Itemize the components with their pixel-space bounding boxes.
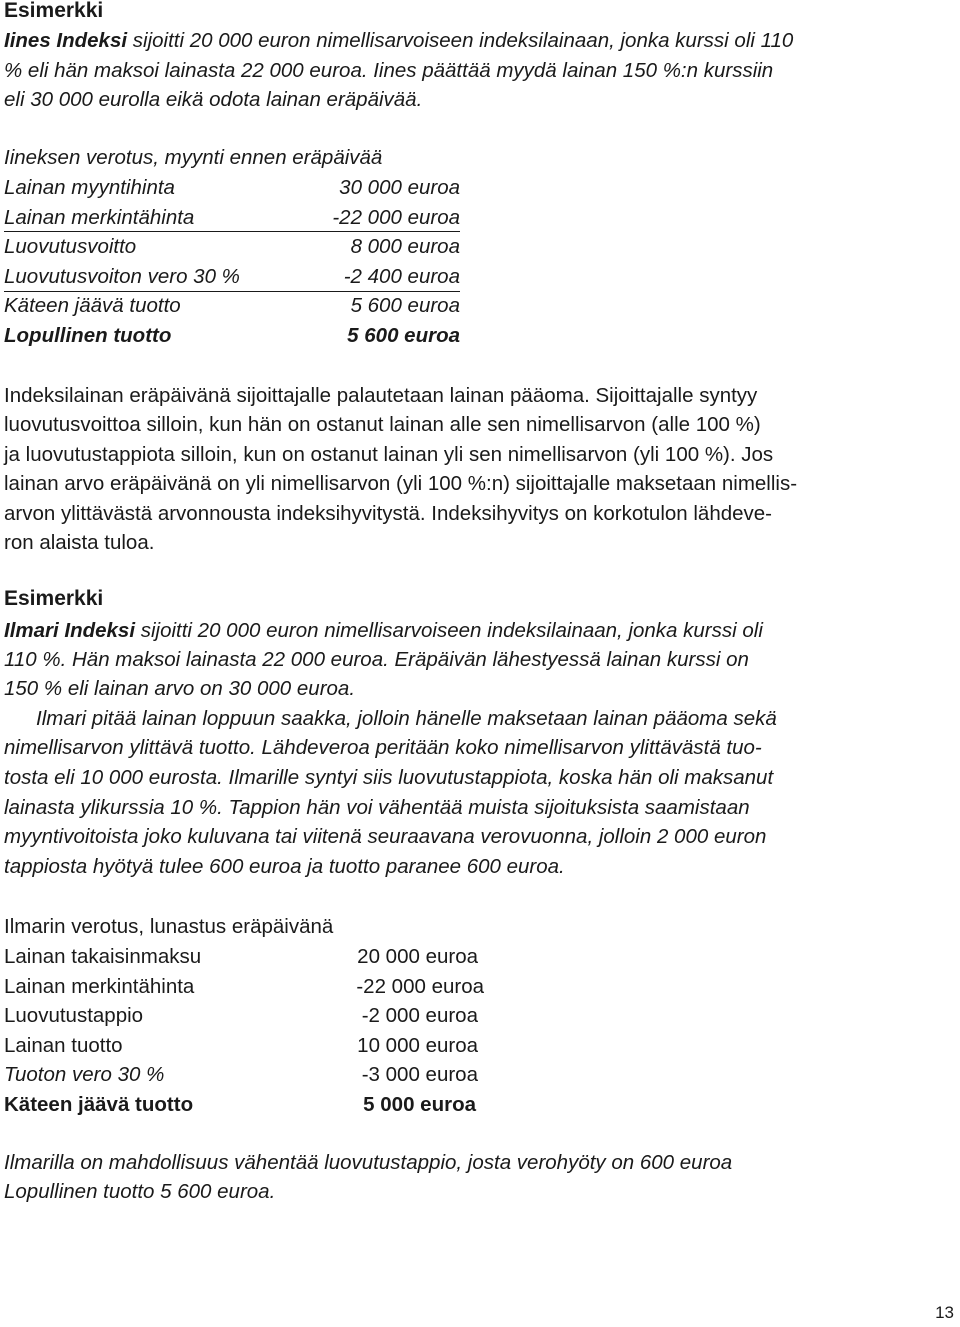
row-value: -22 000 euroa <box>332 205 460 229</box>
example2-intro-line: 150 % eli lainan arvo on 30 000 euroa. <box>4 677 356 700</box>
row-value: -22 000 euroa <box>356 974 484 998</box>
example2-person-name: Ilmari Indeksi <box>4 619 136 642</box>
row-value: -2 000 euroa <box>361 1004 478 1028</box>
table-row <box>4 1060 484 1090</box>
row-label: Lopullinen tuotto <box>4 323 172 347</box>
table-row <box>4 262 460 292</box>
body-line: ron alaista tuloa. <box>4 531 155 554</box>
page-number: 13 <box>935 1303 954 1322</box>
row-label: Luovutusvoiton vero 30 % <box>4 264 240 288</box>
example2-intro-line: tosta eli 10 000 eurosta. Ilmarille syntyi siis luovutustappiota, koska hän oli maksanut <box>4 766 774 789</box>
example2-intro-text: sijoitti 20 000 euron nimellisarvoiseen indeksilainaan, jonka kurssi oli <box>135 619 763 642</box>
row-label: Tuoton vero 30 % <box>4 1063 165 1087</box>
table-row <box>4 1031 484 1061</box>
example2-heading: Esimerkki <box>4 587 104 610</box>
row-label: Käteen jäävä tuotto <box>4 294 181 318</box>
example1-person-name: Iines Indeksi <box>4 29 128 52</box>
example2-calculation-table <box>4 942 484 1120</box>
table-row <box>4 203 460 233</box>
example1-intro-line: eli 30 000 eurolla eikä odota lainan eräpäivää. <box>4 88 423 111</box>
table-row <box>4 972 484 1002</box>
example1-intro-line: % eli hän maksoi lainasta 22 000 euroa. Iines päättää myydä lainan 150 %:n kurssiin <box>4 59 774 82</box>
example2-intro-line: tappiosta hyötyä tulee 600 euroa ja tuotto paranee 600 euroa. <box>4 855 565 878</box>
table-row <box>4 1001 484 1031</box>
example2-intro-line: lainasta ylikurssia 10 %. Tappion hän voi vähentää muista sijoituksista saamistaan <box>4 796 750 819</box>
closing-line: Ilmarilla on mahdollisuus vähentää luovutustappio, josta verohyöty on 600 euroa <box>4 1151 733 1174</box>
row-value: 5 600 euroa <box>347 323 460 347</box>
example2-intro-line: Ilmari pitää lainan loppuun saakka, jolloin hänelle maksetaan lainan pääoma sekä <box>36 707 777 730</box>
row-label: Luovutustappio <box>4 1004 144 1028</box>
row-label: Lainan merkintähinta <box>4 974 195 998</box>
body-line: luovutusvoittoa silloin, kun hän on ostanut lainan alle sen nimellisarvon (alle 100 %) <box>4 413 761 436</box>
example2-intro-line: myyntivoitoista joko kuluvana tai viitenä seuraavana verovuonna, jolloin 2 000 euron <box>4 825 767 848</box>
row-value: 20 000 euroa <box>357 945 478 968</box>
subtotal-divider <box>4 231 460 232</box>
example1-table-title: Iineksen verotus, myynti ennen eräpäivää <box>4 146 383 169</box>
row-value: 5 600 euroa <box>350 294 460 318</box>
table-row <box>4 173 460 203</box>
body-line: Indeksilainan eräpäivänä sijoittajalle palautetaan lainan pääoma. Sijoittajalle syntyy <box>4 384 758 407</box>
example2-intro-line <box>4 616 763 646</box>
body-line: arvon ylittävästä arvonnousta indeksihyvitystä. Indeksihyvitys on korkotulon lähdeve- <box>4 502 773 525</box>
body-line: ja luovutustappiota silloin, kun on ostanut lainan yli sen nimellisarvon (yli 100 %). Jos <box>4 443 774 466</box>
row-label: Lainan merkintähinta <box>4 205 195 229</box>
example1-intro-line <box>4 26 793 56</box>
row-value: 8 000 euroa <box>350 235 460 259</box>
table-row <box>4 942 484 972</box>
table-row <box>4 232 460 262</box>
row-value: 30 000 euroa <box>339 176 460 199</box>
row-label: Lainan tuotto <box>4 1033 123 1057</box>
row-value: -3 000 euroa <box>361 1063 478 1087</box>
example2-table-title: Ilmarin verotus, lunastus eräpäivänä <box>4 915 334 938</box>
example2-intro-line: nimellisarvon ylittävä tuotto. Lähdeveroa peritään koko nimellisarvon ylittävästä tuo- <box>4 736 762 759</box>
example1-calculation-table <box>4 173 460 351</box>
row-label: Käteen jäävä tuotto <box>4 1092 194 1116</box>
row-value: 5 000 euroa <box>363 1092 476 1116</box>
closing-line: Lopullinen tuotto 5 600 euroa. <box>4 1180 276 1203</box>
row-value: 10 000 euroa <box>357 1033 478 1057</box>
table-row-total <box>4 321 460 351</box>
row-value: -2 400 euroa <box>343 264 460 288</box>
example2-intro-line: 110 %. Hän maksoi lainasta 22 000 euroa. Eräpäivän lähestyessä lainan kurssi on <box>4 648 749 671</box>
row-label: Lainan myyntihinta <box>4 176 175 199</box>
row-label: Lainan takaisinmaksu <box>4 945 202 968</box>
subtotal-divider <box>4 291 460 292</box>
table-row-total <box>4 1090 484 1120</box>
row-label: Luovutusvoitto <box>4 235 137 259</box>
body-line: lainan arvo eräpäivänä on yli nimellisarvon (yli 100 %:n) sijoittajalle maksetaan nimellis- <box>4 472 798 495</box>
table-row <box>4 291 460 321</box>
example1-heading: Esimerkki <box>4 0 104 22</box>
example1-intro-text: sijoitti 20 000 euron nimellisarvoiseen indeksilainaan, jonka kurssi oli 110 <box>127 29 794 52</box>
